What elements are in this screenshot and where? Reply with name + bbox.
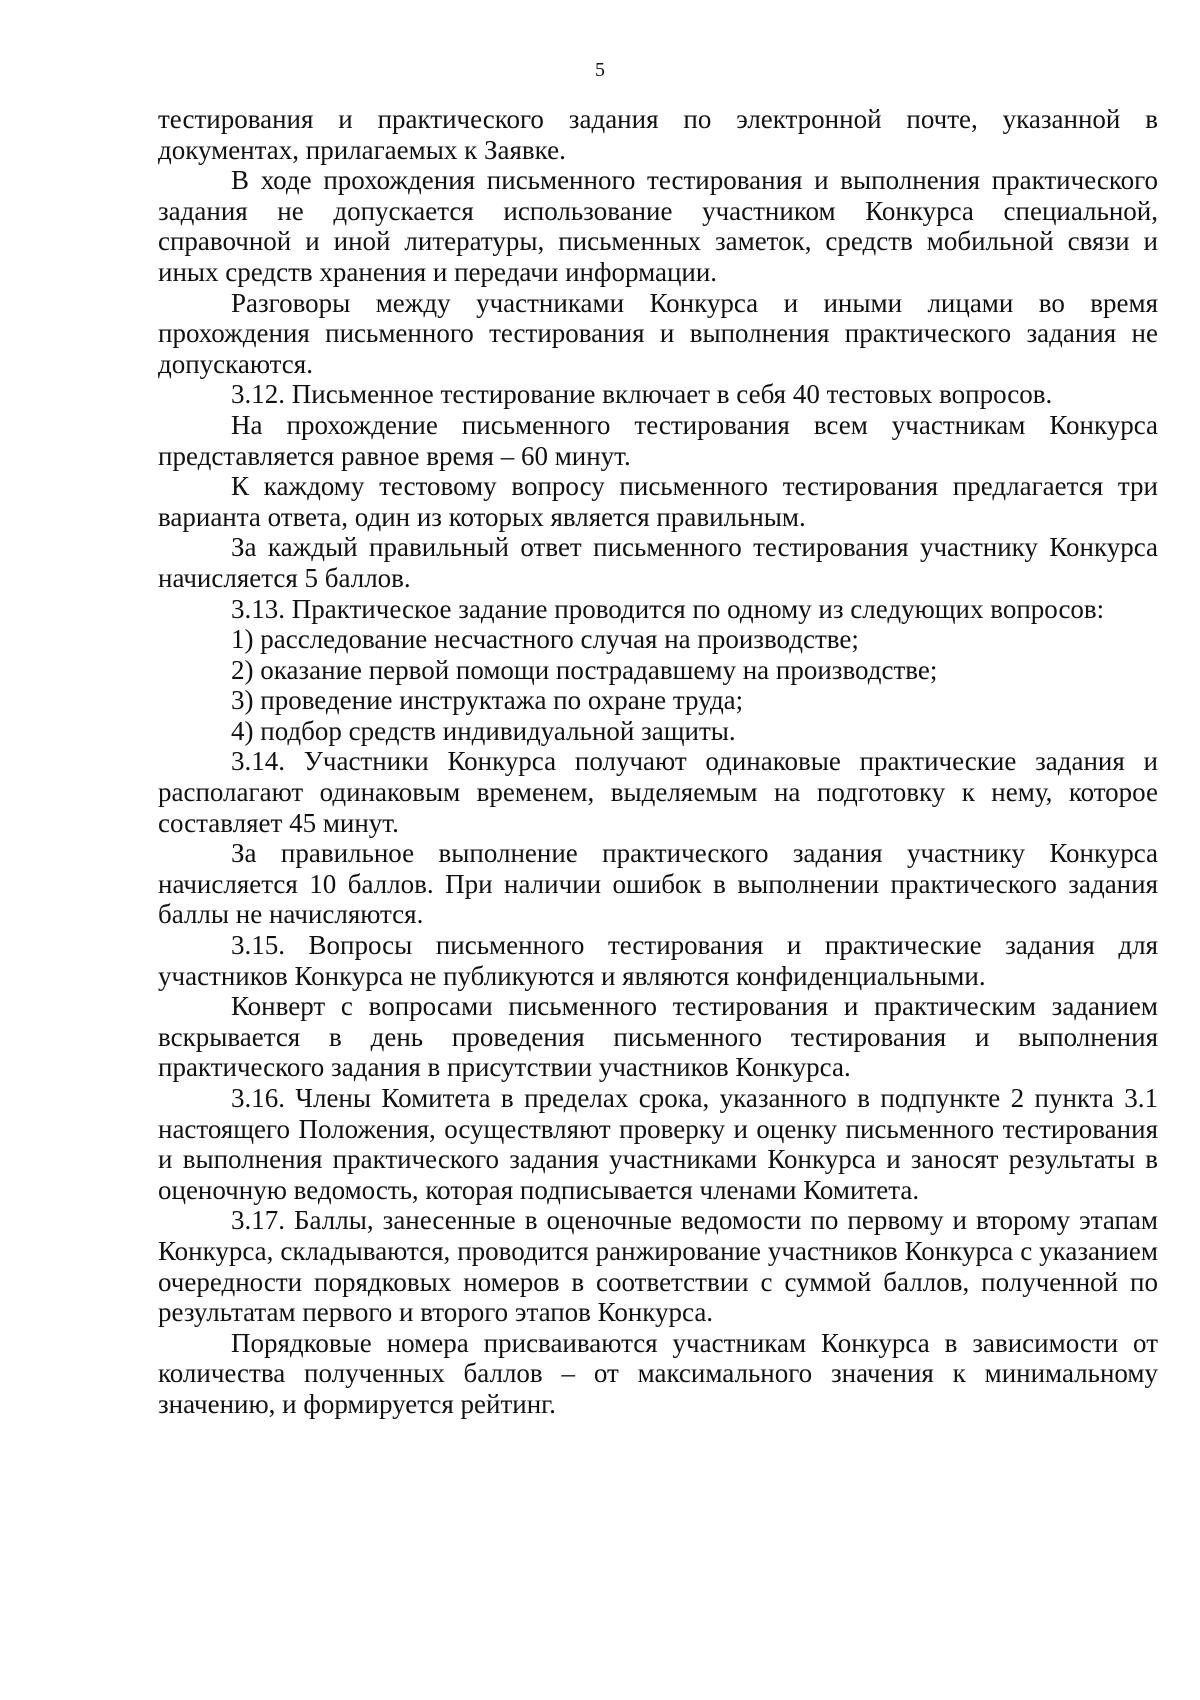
list-item: 1) расследование несчастного случая на производстве; [231, 624, 859, 655]
paragraph: 3.17. Баллы, занесенные в оценочные ведомости по первому и второму этапам Конкурса, складываются, проводится ранжирование участников Конкурса с указанием очередности порядковых номеров в соответствии с суммой баллов, полученной по результатам первого и второго этапов Конкурса. [158, 1205, 1158, 1328]
paragraph: В ходе прохождения письменного тестирования и выполнения практического задания не допускается использование участником Конкурса специальной, справочной и иной литературы, письменных заметок, средств мобильной связи и иных средств хранения и передачи информации. [158, 165, 1158, 287]
paragraph: тестирования и практического задания по электронной почте, указанной в документах, прилагаемых к Заявке. [158, 104, 1158, 165]
paragraph: 3.12. Письменное тестирование включает в себя 40 тестовых вопросов. [231, 379, 1053, 410]
paragraph: За каждый правильный ответ письменного тестирования участнику Конкурса начисляется 5 баллов. [158, 532, 1158, 593]
paragraph: К каждому тестовому вопросу письменного тестирования предлагается три варианта ответа, один из которых является правильным. [158, 471, 1158, 532]
paragraph: Порядковые номера присваиваются участникам Конкурса в зависимости от количества полученных баллов – от максимального значения к минимальному значению, и формируется рейтинг. [158, 1327, 1158, 1419]
paragraph: Конверт с вопросами письменного тестирования и практическим заданием вскрывается в день проведения письменного тестирования и выполнения практического задания в присутствии участников Конкурса. [158, 991, 1158, 1083]
list-item: 4) подбор средств индивидуальной защиты. [231, 715, 736, 746]
page-number: 5 [595, 59, 605, 81]
document-body [158, 104, 1158, 1420]
paragraph: 3.13. Практическое задание проводится по одному из следующих вопросов: [231, 593, 1105, 624]
paragraph: Разговоры между участниками Конкурса и иными лицами во время прохождения письменного тестирования и выполнения практического задания не допускаются. [158, 287, 1158, 379]
paragraph: На прохождение письменного тестирования всем участникам Конкурса представляется равное время – 60 минут. [158, 409, 1158, 471]
paragraph: 3.16. Члены Комитета в пределах срока, указанного в подпункте 2 пункта 3.1 настоящего Положения, осуществляют проверку и оценку письменного тестирования и выполнения практического задания участниками Конкурса и заносят результаты в оценочную ведомость, которая подписывается членами Комитета. [158, 1083, 1158, 1205]
list-item: 3) проведение инструктажа по охране труда; [231, 685, 744, 716]
paragraph: 3.15. Вопросы письменного тестирования и практические задания для участников Конкурса не публикуются и являются конфиденциальными. [158, 930, 1158, 991]
paragraph: 3.14. Участники Конкурса получают одинаковые практические задания и располагают одинаковым временем, выделяемым на подготовку к нему, которое составляет 45 минут. [158, 746, 1158, 838]
paragraph: За правильное выполнение практического задания участнику Конкурса начисляется 10 баллов. При наличии ошибок в выполнении практического задания баллы не начисляются. [158, 838, 1158, 930]
list-item: 2) оказание первой помощи пострадавшему на производстве; [231, 654, 938, 685]
